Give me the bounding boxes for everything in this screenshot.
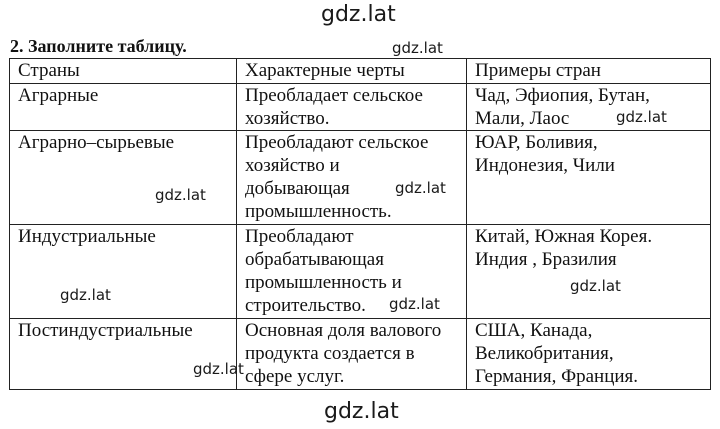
cell-examples (467, 131, 711, 225)
watermark-row4-traits: gdz.lat (193, 360, 244, 378)
countries-table (9, 58, 711, 390)
country-type-text: Аграрные (18, 85, 99, 106)
examples-text: Чад, Эфиопия, Бутан, Мали, Лаос (475, 85, 650, 129)
task-heading: 2. Заполните таблицу. (10, 36, 187, 56)
table-row (10, 319, 711, 390)
examples-text: ЮАР, Боливия, Индонезия, Чили (475, 132, 615, 176)
cell-country-type (10, 84, 237, 131)
cell-country-type (10, 319, 237, 390)
traits-text: Преобладают обрабатывающая промышленность и строительство. (245, 226, 402, 316)
watermark-row3-country: gdz.lat (60, 286, 111, 304)
examples-text: Китай, Южная Корея. Индия , Бразилия (475, 226, 653, 270)
cell-examples (467, 84, 711, 131)
watermark-row2-country: gdz.lat (155, 186, 206, 204)
cell-traits (237, 84, 467, 131)
header-countries: Страны (10, 59, 237, 84)
table-row (10, 84, 711, 131)
table-row (10, 225, 711, 319)
country-type-text: Индустриальные (18, 226, 156, 247)
country-type-text: Постиндустриальные (18, 320, 193, 341)
watermark-row2-traits: gdz.lat (395, 179, 446, 197)
cell-country-type (10, 225, 237, 319)
watermark-bottom: gdz.lat (324, 399, 399, 424)
watermark-heading: gdz.lat (392, 39, 443, 57)
header-examples: Примеры стран (467, 59, 711, 84)
watermark-top: gdz.lat (321, 2, 396, 27)
watermark-row3-examples: gdz.lat (570, 277, 621, 295)
table-row (10, 131, 711, 225)
traits-text: Преобладают сельское хозяйство и добывающая промышленность. (245, 132, 429, 222)
cell-traits (237, 131, 467, 225)
watermark-row3-traits: gdz.lat (389, 295, 440, 313)
watermark-row1-examples: gdz.lat (616, 108, 667, 126)
cell-examples (467, 319, 711, 390)
examples-text: США, Канада, Великобритания, Германия, Франция. (475, 320, 639, 387)
cell-examples (467, 225, 711, 319)
traits-text: Основная доля валового продукта создается в сфере услуг. (245, 320, 442, 387)
table-header-row (10, 59, 711, 84)
cell-country-type (10, 131, 237, 225)
traits-text: Преобладает сельское хозяйство. (245, 85, 423, 129)
header-traits: Характерные черты (237, 59, 467, 84)
country-type-text: Аграрно–сырьевые (18, 132, 175, 153)
cell-traits (237, 319, 467, 390)
